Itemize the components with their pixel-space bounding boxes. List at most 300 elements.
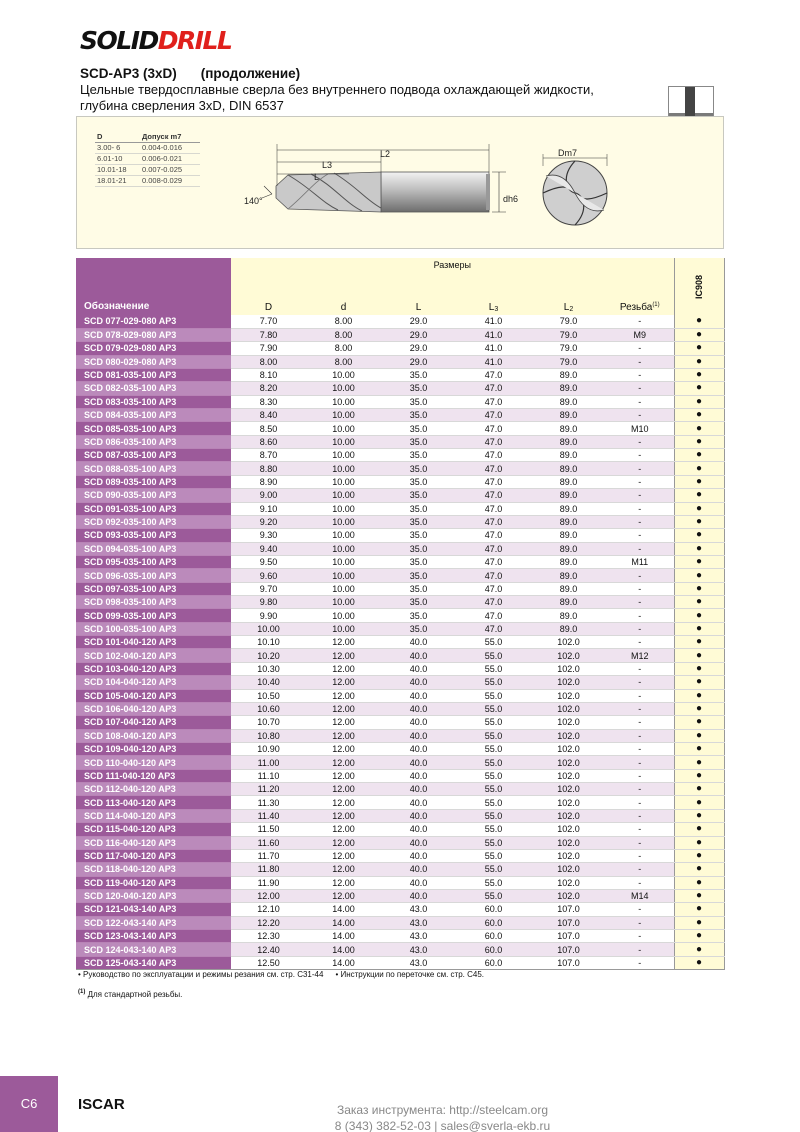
designation-cell: SCD 079-029-080 AP3 xyxy=(76,342,231,355)
thread-cell: - xyxy=(606,395,674,408)
availability-cell: ● xyxy=(674,863,724,876)
L2-cell: 102.0 xyxy=(531,702,606,715)
thread-cell: - xyxy=(606,355,674,368)
thread-cell: - xyxy=(606,462,674,475)
D-cell: 11.60 xyxy=(231,836,306,849)
d-cell: 14.00 xyxy=(306,956,381,969)
L2-cell: 89.0 xyxy=(531,622,606,635)
availability-cell: ● xyxy=(674,355,724,368)
designation-cell: SCD 090-035-100 AP3 xyxy=(76,489,231,502)
d-cell: 8.00 xyxy=(306,315,381,328)
availability-cell: ● xyxy=(674,662,724,675)
designation-cell: SCD 078-029-080 AP3 xyxy=(76,328,231,341)
table-row xyxy=(76,636,724,649)
L3-cell: 60.0 xyxy=(456,956,531,969)
L2-cell: 89.0 xyxy=(531,596,606,609)
designation-cell: SCD 086-035-100 AP3 xyxy=(76,435,231,448)
thread-cell: - xyxy=(606,515,674,528)
point-angle-label: 140° xyxy=(244,196,263,206)
page-number-badge: C6 xyxy=(0,1076,58,1132)
designation-cell: SCD 124-043-140 AP3 xyxy=(76,943,231,956)
d-cell: 14.00 xyxy=(306,930,381,943)
L-cell: 35.0 xyxy=(381,382,456,395)
table-row xyxy=(76,783,724,796)
L2-cell: 102.0 xyxy=(531,729,606,742)
availability-cell: ● xyxy=(674,462,724,475)
L3-cell: 55.0 xyxy=(456,702,531,715)
usage-notes xyxy=(78,970,484,979)
L2-cell: 79.0 xyxy=(531,315,606,328)
L2-cell: 89.0 xyxy=(531,395,606,408)
page-subtitle: Цельные твердосплавные сверла без внутреннего подвода охлаждающей жидкости, глубина сверления 3xD, DIN 6537 xyxy=(80,82,594,113)
availability-cell: ● xyxy=(674,596,724,609)
L-cell: 40.0 xyxy=(381,849,456,862)
L-cell: 40.0 xyxy=(381,662,456,675)
d-cell: 12.00 xyxy=(306,756,381,769)
availability-cell: ● xyxy=(674,930,724,943)
thread-cell: - xyxy=(606,368,674,381)
L2-cell: 89.0 xyxy=(531,489,606,502)
designation-cell: SCD 095-035-100 AP3 xyxy=(76,555,231,568)
availability-cell: ● xyxy=(674,636,724,649)
D-cell: 9.50 xyxy=(231,555,306,568)
L3-cell: 55.0 xyxy=(456,863,531,876)
availability-cell: ● xyxy=(674,555,724,568)
L-cell: 35.0 xyxy=(381,462,456,475)
D-cell: 9.30 xyxy=(231,529,306,542)
L3-cell: 55.0 xyxy=(456,716,531,729)
L2-cell: 107.0 xyxy=(531,943,606,956)
d-cell: 10.00 xyxy=(306,609,381,622)
L-cell: 35.0 xyxy=(381,395,456,408)
D-cell: 10.80 xyxy=(231,729,306,742)
col-L3-header: $L_3$ xyxy=(456,271,531,315)
table-row xyxy=(76,422,724,435)
d-cell: 10.00 xyxy=(306,462,381,475)
L2-cell: 102.0 xyxy=(531,889,606,902)
d-cell: 10.00 xyxy=(306,409,381,422)
L2-cell: 102.0 xyxy=(531,783,606,796)
d-cell: 10.00 xyxy=(306,368,381,381)
L2-cell: 107.0 xyxy=(531,930,606,943)
L3-cell: 55.0 xyxy=(456,676,531,689)
products-table xyxy=(76,258,725,970)
D-cell: 8.50 xyxy=(231,422,306,435)
thread-cell: M9 xyxy=(606,328,674,341)
table-row xyxy=(76,355,724,368)
dimensions-group-header: Размеры xyxy=(231,258,674,271)
L-cell: 40.0 xyxy=(381,636,456,649)
L3-cell: 60.0 xyxy=(456,916,531,929)
d-cell: 12.00 xyxy=(306,702,381,715)
D-cell: 11.90 xyxy=(231,876,306,889)
D-cell: 11.00 xyxy=(231,756,306,769)
L2-cell: 89.0 xyxy=(531,422,606,435)
iscar-brand: ISCAR xyxy=(78,1096,125,1113)
thread-cell: - xyxy=(606,809,674,822)
L2-cell: 79.0 xyxy=(531,328,606,341)
L2-cell: 102.0 xyxy=(531,823,606,836)
table-row xyxy=(76,769,724,782)
d-cell: 12.00 xyxy=(306,716,381,729)
D-cell: 8.60 xyxy=(231,435,306,448)
thread-cell: - xyxy=(606,702,674,715)
thread-cell: - xyxy=(606,622,674,635)
L-cell: 29.0 xyxy=(381,328,456,341)
continuation-label: (продолжение) xyxy=(200,66,301,81)
D-cell: 9.70 xyxy=(231,582,306,595)
L-cell: 35.0 xyxy=(381,422,456,435)
L-cell: 35.0 xyxy=(381,529,456,542)
table-row xyxy=(76,342,724,355)
note-cutting-guide: • Руководство по эксплуатации и режимы резания см. стр. C31-44 xyxy=(78,970,324,979)
availability-cell: ● xyxy=(674,849,724,862)
designation-cell: SCD 125-043-140 AP3 xyxy=(76,956,231,969)
D-cell: 8.20 xyxy=(231,382,306,395)
table-row xyxy=(76,956,724,969)
L2-cell: 107.0 xyxy=(531,903,606,916)
L3-cell: 55.0 xyxy=(456,756,531,769)
availability-cell: ● xyxy=(674,315,724,328)
L-cell: 40.0 xyxy=(381,783,456,796)
designation-cell: SCD 112-040-120 AP3 xyxy=(76,783,231,796)
L3-cell: 47.0 xyxy=(456,582,531,595)
L2-cell: 102.0 xyxy=(531,649,606,662)
d-cell: 12.00 xyxy=(306,689,381,702)
d-cell: 10.00 xyxy=(306,382,381,395)
table-row xyxy=(76,756,724,769)
L2-cell: 89.0 xyxy=(531,435,606,448)
table-row xyxy=(76,395,724,408)
d-cell: 12.00 xyxy=(306,809,381,822)
table-row xyxy=(76,328,724,341)
L-cell: 40.0 xyxy=(381,676,456,689)
designation-cell: SCD 121-043-140 AP3 xyxy=(76,903,231,916)
designation-cell: SCD 093-035-100 AP3 xyxy=(76,529,231,542)
thread-cell: - xyxy=(606,569,674,582)
d-cell: 10.00 xyxy=(306,395,381,408)
L-cell: 40.0 xyxy=(381,836,456,849)
designation-cell: SCD 107-040-120 AP3 xyxy=(76,716,231,729)
table-row xyxy=(76,836,724,849)
L-cell: 35.0 xyxy=(381,475,456,488)
L2-cell: 89.0 xyxy=(531,529,606,542)
D-cell: 11.20 xyxy=(231,783,306,796)
d-cell: 10.00 xyxy=(306,475,381,488)
thread-cell: M11 xyxy=(606,555,674,568)
thread-cell: - xyxy=(606,930,674,943)
L2-cell: 102.0 xyxy=(531,876,606,889)
d-cell: 12.00 xyxy=(306,876,381,889)
table-row xyxy=(76,743,724,756)
d-cell: 12.00 xyxy=(306,823,381,836)
designation-cell: SCD 085-035-100 AP3 xyxy=(76,422,231,435)
L-cell: 40.0 xyxy=(381,702,456,715)
designation-cell: SCD 117-040-120 AP3 xyxy=(76,849,231,862)
L3-cell: 41.0 xyxy=(456,315,531,328)
d-cell: 12.00 xyxy=(306,729,381,742)
d-cell: 12.00 xyxy=(306,836,381,849)
thread-cell: - xyxy=(606,916,674,929)
designation-cell: SCD 116-040-120 AP3 xyxy=(76,836,231,849)
availability-cell: ● xyxy=(674,649,724,662)
D-cell: 12.50 xyxy=(231,956,306,969)
designation-cell: SCD 110-040-120 AP3 xyxy=(76,756,231,769)
designation-cell: SCD 087-035-100 AP3 xyxy=(76,449,231,462)
D-cell: 8.10 xyxy=(231,368,306,381)
designation-cell: SCD 103-040-120 AP3 xyxy=(76,662,231,675)
availability-cell: ● xyxy=(674,609,724,622)
designation-cell: SCD 111-040-120 AP3 xyxy=(76,769,231,782)
designation-cell: SCD 101-040-120 AP3 xyxy=(76,636,231,649)
L-cell: 35.0 xyxy=(381,368,456,381)
L-cell: 35.0 xyxy=(381,609,456,622)
table-row xyxy=(76,930,724,943)
thread-cell: - xyxy=(606,836,674,849)
thread-cell: - xyxy=(606,542,674,555)
D-cell: 10.40 xyxy=(231,676,306,689)
designation-cell: SCD 118-040-120 AP3 xyxy=(76,863,231,876)
tolerance-table: D Допуск m7 3.00- 6 0.004-0.016 6.01-10 0.006-0.021 10.01-18 0.007-0.025 18.01-21 0.008-0.029 xyxy=(95,131,200,187)
table-row xyxy=(76,529,724,542)
col-d-header: d xyxy=(306,271,381,315)
thread-cell: - xyxy=(606,435,674,448)
L2-cell: 102.0 xyxy=(531,863,606,876)
availability-cell: ● xyxy=(674,368,724,381)
designation-cell: SCD 096-035-100 AP3 xyxy=(76,569,231,582)
L-cell: 40.0 xyxy=(381,729,456,742)
L3-cell: 55.0 xyxy=(456,889,531,902)
designation-cell: SCD 077-029-080 AP3 xyxy=(76,315,231,328)
thread-cell: - xyxy=(606,903,674,916)
L2-cell: 102.0 xyxy=(531,769,606,782)
designation-cell: SCD 114-040-120 AP3 xyxy=(76,809,231,822)
col-D-header: D xyxy=(231,271,306,315)
thread-cell: - xyxy=(606,956,674,969)
L3-cell: 47.0 xyxy=(456,449,531,462)
d-cell: 8.00 xyxy=(306,355,381,368)
designation-cell: SCD 100-035-100 AP3 xyxy=(76,622,231,635)
L2-cell: 89.0 xyxy=(531,368,606,381)
grade-ic908-header: IC908 xyxy=(674,258,724,315)
L2-cell: 102.0 xyxy=(531,796,606,809)
L3-cell: 41.0 xyxy=(456,342,531,355)
L3-cell: 55.0 xyxy=(456,649,531,662)
L3-cell: 55.0 xyxy=(456,636,531,649)
designation-cell: SCD 083-035-100 AP3 xyxy=(76,395,231,408)
d-cell: 12.00 xyxy=(306,889,381,902)
L3-cell: 55.0 xyxy=(456,729,531,742)
col-L2-header: $L_2$ xyxy=(531,271,606,315)
d-cell: 12.00 xyxy=(306,743,381,756)
L3-cell: 47.0 xyxy=(456,622,531,635)
d-cell: 10.00 xyxy=(306,542,381,555)
d-cell: 10.00 xyxy=(306,622,381,635)
table-row xyxy=(76,515,724,528)
L-cell: 35.0 xyxy=(381,515,456,528)
D-cell: 12.40 xyxy=(231,943,306,956)
availability-cell: ● xyxy=(674,515,724,528)
thread-cell: - xyxy=(606,662,674,675)
table-row xyxy=(76,409,724,422)
designation-cell: SCD 099-035-100 AP3 xyxy=(76,609,231,622)
L3-cell: 47.0 xyxy=(456,395,531,408)
table-row xyxy=(76,449,724,462)
table-row xyxy=(76,849,724,862)
L3-cell: 47.0 xyxy=(456,609,531,622)
L-cell: 35.0 xyxy=(381,435,456,448)
thread-cell: - xyxy=(606,449,674,462)
d-cell: 12.00 xyxy=(306,783,381,796)
L2-cell: 79.0 xyxy=(531,355,606,368)
thread-cell: - xyxy=(606,823,674,836)
D-cell: 12.20 xyxy=(231,916,306,929)
availability-cell: ● xyxy=(674,809,724,822)
availability-cell: ● xyxy=(674,475,724,488)
D-cell: 11.80 xyxy=(231,863,306,876)
designation-header: Обозначение xyxy=(76,258,231,315)
D-cell: 11.40 xyxy=(231,809,306,822)
L3-cell: 55.0 xyxy=(456,796,531,809)
L3-cell: 60.0 xyxy=(456,930,531,943)
table-row xyxy=(76,943,724,956)
L-cell: 29.0 xyxy=(381,315,456,328)
designation-cell: SCD 113-040-120 AP3 xyxy=(76,796,231,809)
D-cell: 10.60 xyxy=(231,702,306,715)
D-cell: 12.30 xyxy=(231,930,306,943)
availability-cell: ● xyxy=(674,916,724,929)
table-row xyxy=(76,435,724,448)
thread-cell: - xyxy=(606,636,674,649)
L3-cell: 55.0 xyxy=(456,743,531,756)
designation-cell: SCD 109-040-120 AP3 xyxy=(76,743,231,756)
dim-dh6-label: dh6 xyxy=(503,194,519,204)
D-cell: 7.80 xyxy=(231,328,306,341)
dim-l2-label: L2 xyxy=(380,149,391,159)
L-cell: 29.0 xyxy=(381,355,456,368)
L2-cell: 89.0 xyxy=(531,409,606,422)
L-cell: 40.0 xyxy=(381,649,456,662)
L2-cell: 102.0 xyxy=(531,809,606,822)
thread-cell: - xyxy=(606,743,674,756)
availability-cell: ● xyxy=(674,489,724,502)
L-cell: 43.0 xyxy=(381,916,456,929)
D-cell: 11.70 xyxy=(231,849,306,862)
L-cell: 35.0 xyxy=(381,542,456,555)
products-table-body xyxy=(76,315,724,970)
L-cell: 35.0 xyxy=(381,502,456,515)
table-row xyxy=(76,676,724,689)
designation-cell: SCD 098-035-100 AP3 xyxy=(76,596,231,609)
D-cell: 9.60 xyxy=(231,569,306,582)
d-cell: 10.00 xyxy=(306,489,381,502)
thread-cell: - xyxy=(606,596,674,609)
availability-cell: ● xyxy=(674,716,724,729)
availability-cell: ● xyxy=(674,836,724,849)
thread-cell: - xyxy=(606,849,674,862)
table-row xyxy=(76,903,724,916)
table-row xyxy=(76,368,724,381)
thread-cell: - xyxy=(606,676,674,689)
L3-cell: 47.0 xyxy=(456,382,531,395)
L-cell: 40.0 xyxy=(381,889,456,902)
availability-cell: ● xyxy=(674,702,724,715)
L3-cell: 47.0 xyxy=(456,569,531,582)
L-cell: 40.0 xyxy=(381,689,456,702)
L-cell: 35.0 xyxy=(381,622,456,635)
thread-cell: - xyxy=(606,783,674,796)
L-cell: 35.0 xyxy=(381,449,456,462)
L3-cell: 47.0 xyxy=(456,409,531,422)
L3-cell: 55.0 xyxy=(456,836,531,849)
d-cell: 12.00 xyxy=(306,863,381,876)
L3-cell: 47.0 xyxy=(456,422,531,435)
col-thread-header: Резьба$^{(1)}$ xyxy=(606,271,674,315)
L3-cell: 47.0 xyxy=(456,489,531,502)
availability-cell: ● xyxy=(674,449,724,462)
table-row xyxy=(76,796,724,809)
note-regrinding: • Инструкции по переточке см. стр. C45. xyxy=(335,970,484,979)
D-cell: 10.50 xyxy=(231,689,306,702)
L-cell: 35.0 xyxy=(381,409,456,422)
L2-cell: 89.0 xyxy=(531,462,606,475)
L-cell: 40.0 xyxy=(381,756,456,769)
designation-cell: SCD 097-035-100 AP3 xyxy=(76,582,231,595)
thread-cell: - xyxy=(606,475,674,488)
dim-l3-label: L3 xyxy=(322,160,333,170)
thread-cell: - xyxy=(606,863,674,876)
d-cell: 10.00 xyxy=(306,435,381,448)
table-row xyxy=(76,555,724,568)
availability-cell: ● xyxy=(674,395,724,408)
availability-cell: ● xyxy=(674,689,724,702)
thread-cell: - xyxy=(606,315,674,328)
thread-cell: - xyxy=(606,609,674,622)
L3-cell: 60.0 xyxy=(456,943,531,956)
thread-cell: - xyxy=(606,796,674,809)
D-cell: 12.00 xyxy=(231,889,306,902)
dim-dm7-label: Dm7 xyxy=(558,148,578,158)
D-cell: 8.30 xyxy=(231,395,306,408)
L3-cell: 47.0 xyxy=(456,475,531,488)
table-row xyxy=(76,475,724,488)
availability-cell: ● xyxy=(674,435,724,448)
thread-cell: - xyxy=(606,489,674,502)
thread-cell: - xyxy=(606,716,674,729)
L-cell: 40.0 xyxy=(381,823,456,836)
dim-l-label: L xyxy=(314,172,320,182)
d-cell: 14.00 xyxy=(306,943,381,956)
availability-cell: ● xyxy=(674,783,724,796)
L3-cell: 47.0 xyxy=(456,555,531,568)
L-cell: 40.0 xyxy=(381,716,456,729)
table-row xyxy=(76,662,724,675)
designation-cell: SCD 122-043-140 AP3 xyxy=(76,916,231,929)
table-row xyxy=(76,863,724,876)
D-cell: 9.20 xyxy=(231,515,306,528)
designation-cell: SCD 119-040-120 AP3 xyxy=(76,876,231,889)
L2-cell: 102.0 xyxy=(531,636,606,649)
L-cell: 43.0 xyxy=(381,943,456,956)
designation-cell: SCD 088-035-100 AP3 xyxy=(76,462,231,475)
L-cell: 35.0 xyxy=(381,569,456,582)
D-cell: 9.90 xyxy=(231,609,306,622)
availability-cell: ● xyxy=(674,676,724,689)
L3-cell: 55.0 xyxy=(456,783,531,796)
L-cell: 43.0 xyxy=(381,956,456,969)
availability-cell: ● xyxy=(674,342,724,355)
L-cell: 35.0 xyxy=(381,555,456,568)
